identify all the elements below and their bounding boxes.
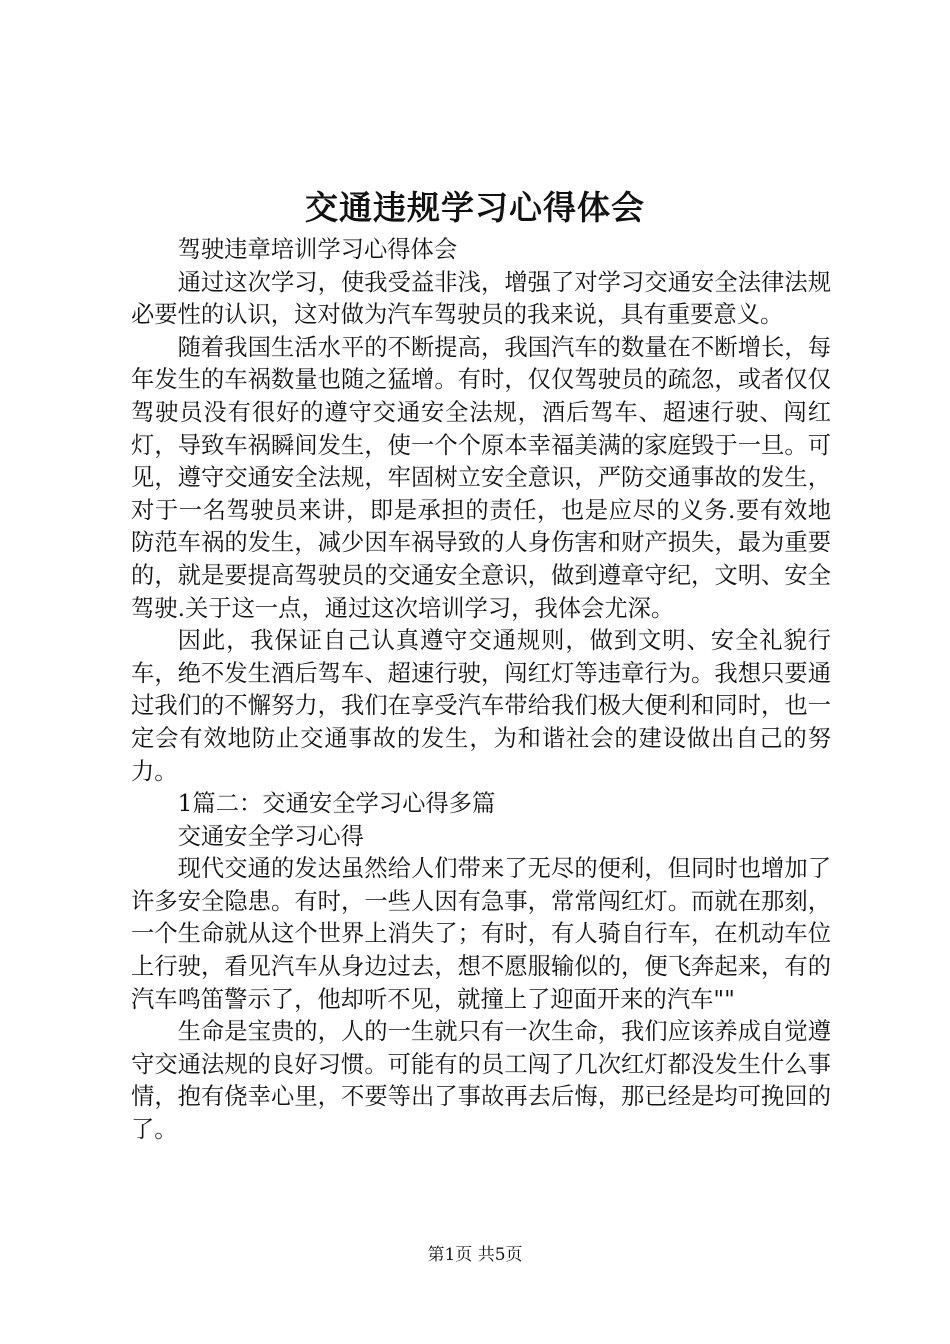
section-heading-2: 1篇二：交通安全学习心得多篇 (177, 790, 496, 818)
document-title: 交通违规学习心得体会 (305, 188, 645, 227)
document-body (131, 234, 831, 1147)
paragraph: 因此，我保证自己认真遵守交通规则，做到文明、安全礼貌行车，绝不发生酒后驾车、超速行驶，闯红灯等违章行为。我想只要通过我们的不懈努力，我们在享受汽车带给我们极大便利和同时，也一定会有效地防止交通事故的发生，为和谐社会的建设做出自己的努力。 (131, 627, 831, 785)
section-subheading: 交通安全学习心得 (177, 822, 364, 850)
page-footer: 第1页 共5页 (427, 1245, 523, 1265)
paragraph: 现代交通的发达虽然给人们带来了无尽的便利，但同时也增加了许多安全隐患。有时，一些人因有急事，常常闯红灯。而就在那刻，一个生命就从这个世界上消失了；有时，有人骑自行车，在机动车位上行驶，看见汽车从身边过去，想不愿服输似的，便飞奔起来，有的汽车鸣笛警示了，他却听不见，就撞上了迎面开来的汽车"" (131, 855, 831, 1013)
paragraph: 通过这次学习，使我受益非浅，增强了对学习交通安全法律法规必要性的认识，这对做为汽车驾驶员的我来说，具有重要意义。 (131, 268, 831, 329)
section-heading-1: 驾驶违章培训学习心得体会 (177, 236, 458, 263)
paragraph: 随着我国生活水平的不断提高，我国汽车的数量在不断增长，每年发生的车祸数量也随之猛增。有时，仅仅驾驶员的疏忽，或者仅仅驾驶员没有很好的遵守交通安全法规，酒后驾车、超速行驶、闯红灯，导致车祸瞬间发生，使一个个原本幸福美满的家庭毁于一旦。可见，遵守交通安全法规，牢固树立安全意识，严防交通事故的发生，对于一名驾驶员来讲，即是承担的责任，也是应尽的义务.要有效地防范车祸的发生，减少因车祸导致的人身伤害和财产损失，最为重要的，就是要提高驾驶员的交通安全意识，做到遵章守纪，文明、安全驾驶.关于这一点，通过这次培训学习，我体会尤深。 (131, 333, 831, 622)
paragraph: 生命是宝贵的，人的一生就只有一次生命，我们应该养成自觉遵守交通法规的良好习惯。可能有的员工闯了几次红灯都没发生什么事情，抱有侥幸心里，不要等出了事故再去后悔，那已经是均可挽回的了。 (131, 1018, 831, 1144)
